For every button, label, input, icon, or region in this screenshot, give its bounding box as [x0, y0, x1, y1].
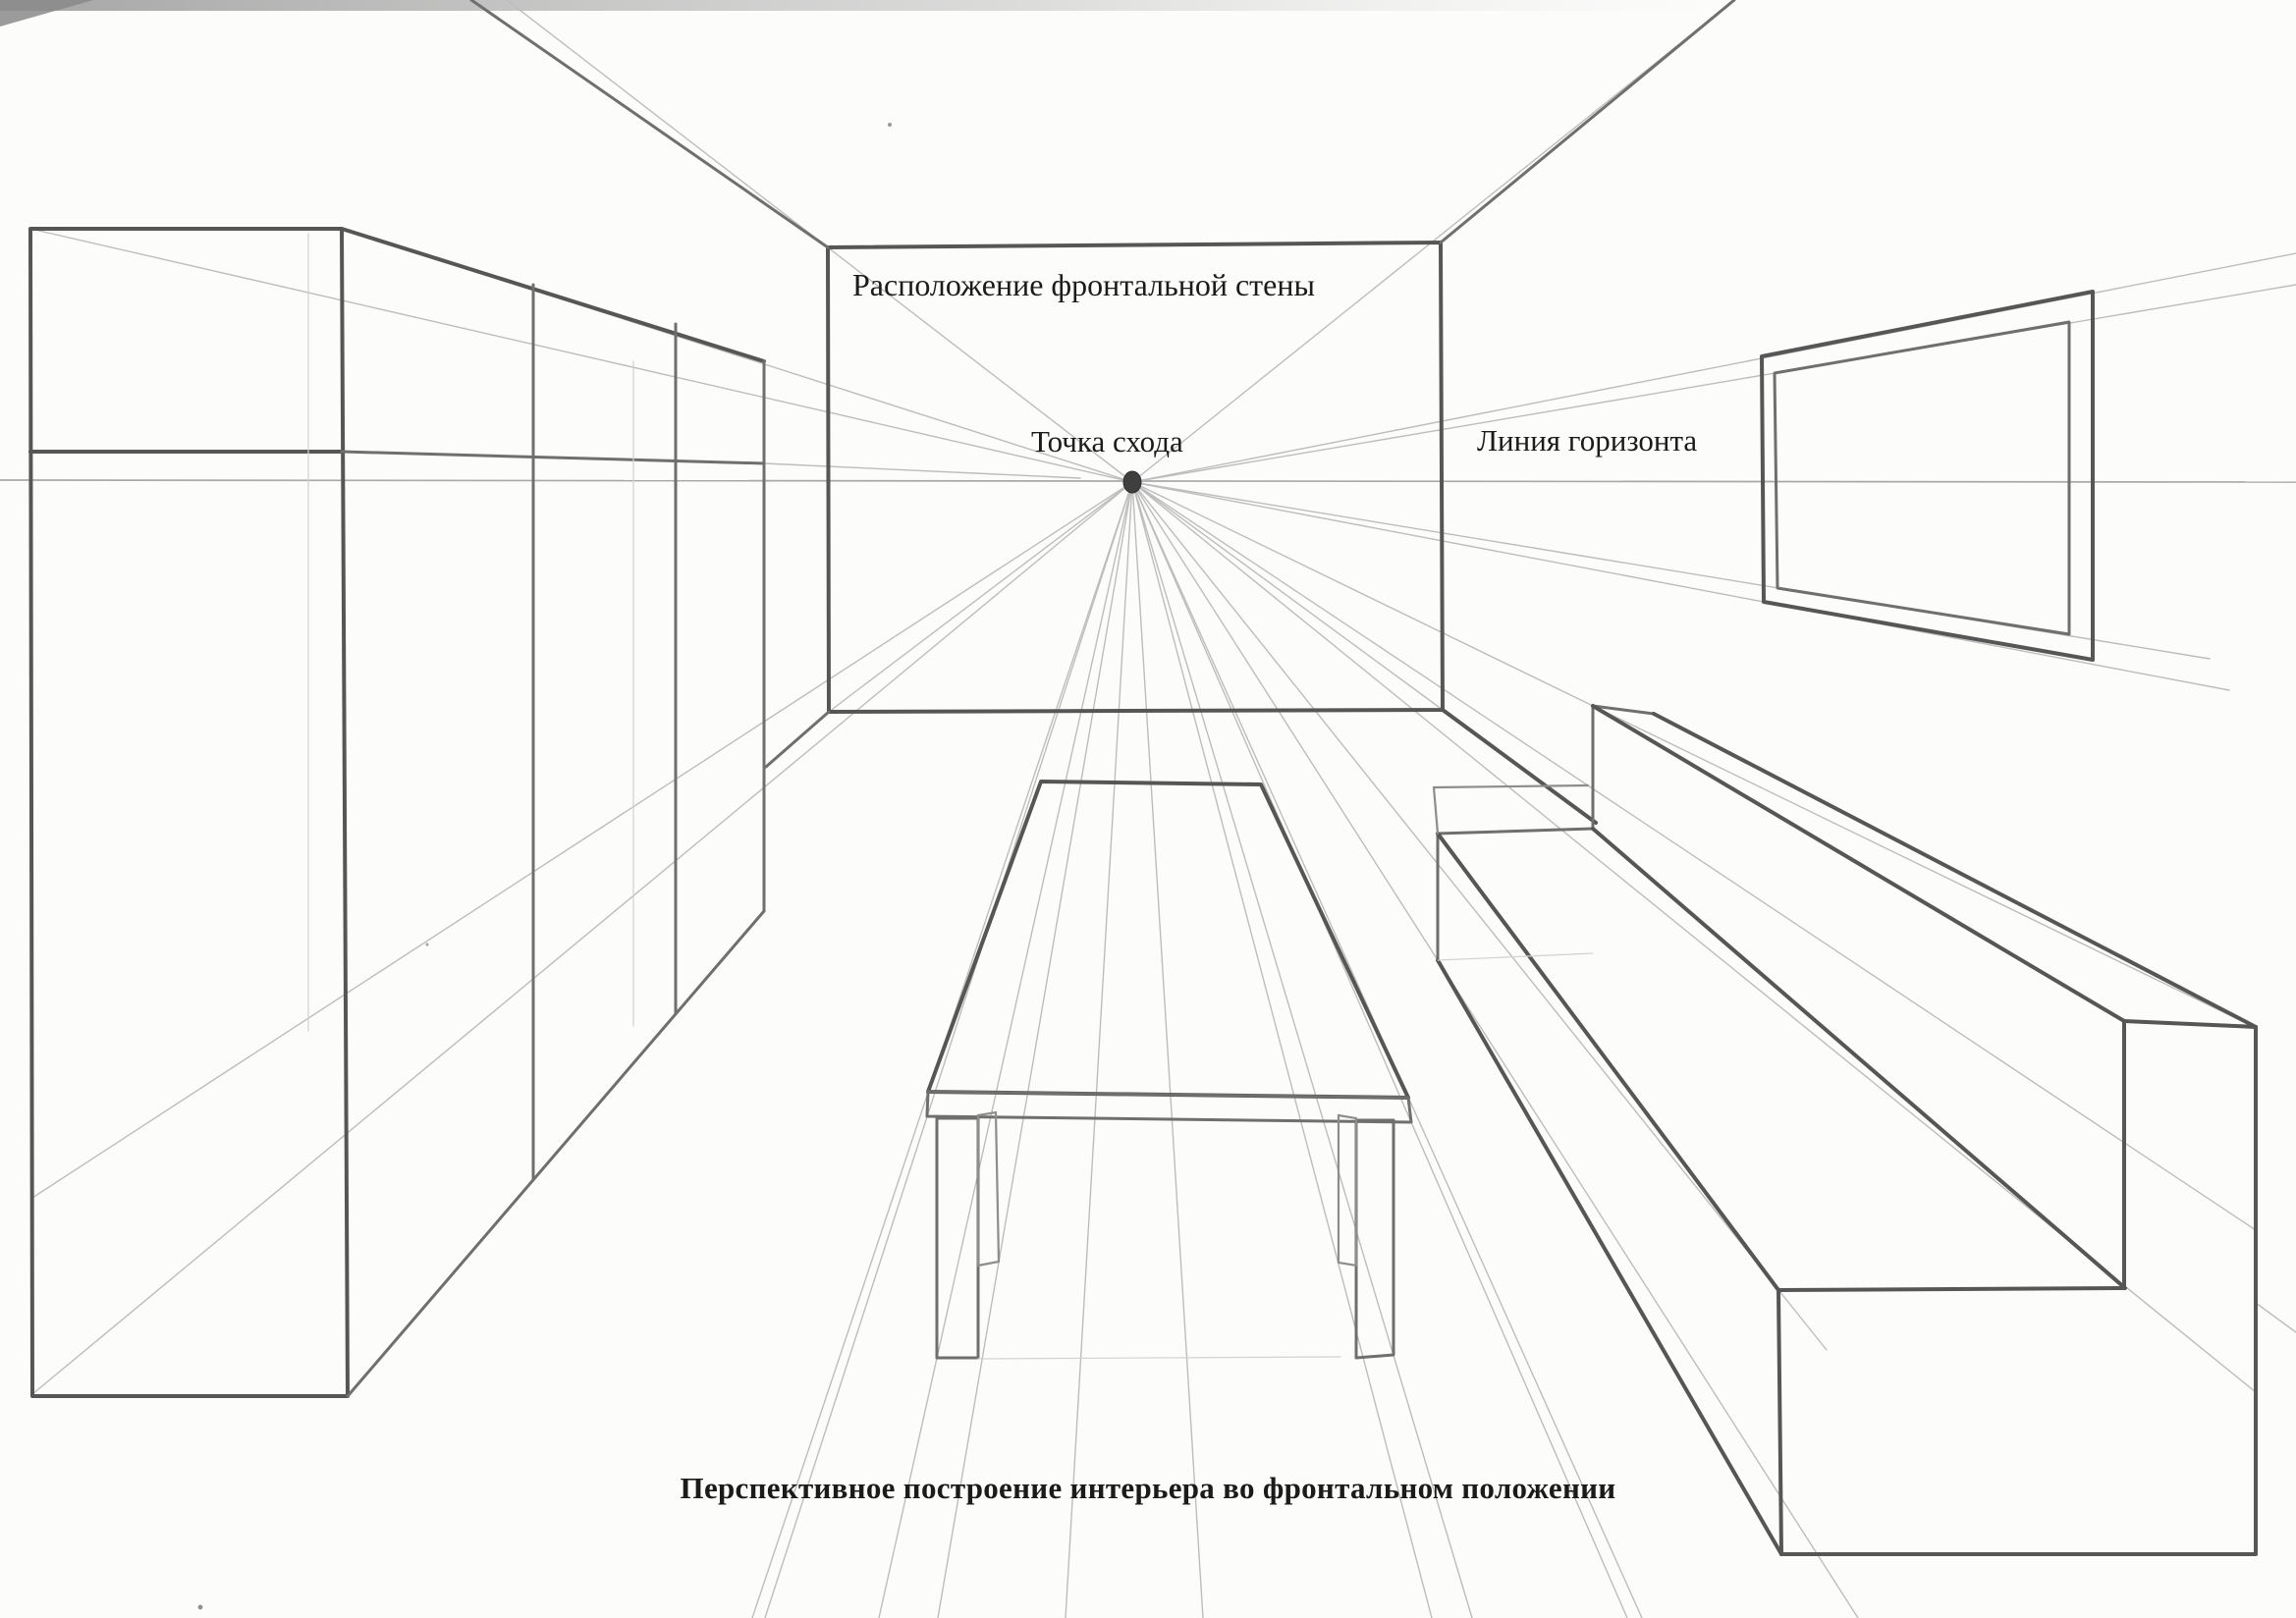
wardrobe [30, 229, 764, 1396]
table-floor-construction [978, 1357, 1340, 1359]
bench-far-bottom-edge [1438, 953, 1593, 960]
wardrobe-side-band [342, 452, 764, 463]
vanishing-point-label: Точка схода [1031, 424, 1183, 458]
paper-speck [198, 1605, 203, 1610]
vanishing-rays [30, 0, 2296, 1618]
paper-speck [425, 943, 428, 945]
picture-frame [1762, 292, 2093, 660]
bench-backrest-near-top-edge [2124, 1021, 2256, 1027]
floor-edge-right-far [2256, 1303, 2296, 1332]
table-leg-back-left [978, 1112, 999, 1266]
frontal-wall-label: Расположение фронтальной стены [852, 267, 1315, 302]
bench-seat-far-top-edge [1438, 829, 1593, 834]
ceiling-edge-left [471, 0, 828, 247]
bench-backrest-bottom-edge [1593, 829, 2125, 1288]
bench-seat-near-top-edge [1778, 1288, 2124, 1290]
wardrobe-side-bottom-edge [348, 911, 764, 1396]
floor-edge-left [766, 712, 829, 767]
vanishing-point-dot [1123, 471, 1141, 493]
paper-speck [888, 123, 892, 127]
scanner-top-shadow [0, 0, 2296, 11]
wardrobe-side-top-edge [342, 229, 764, 361]
horizon-line-label: Линия горизонта [1477, 423, 1698, 458]
table-leg-front-right [1356, 1120, 1394, 1358]
table-leg-back-right [1339, 1115, 1356, 1266]
floor-edge-right [1443, 710, 1596, 823]
bench-seat-top-front-edge [1438, 834, 1778, 1290]
table-leg-front-left [937, 1118, 978, 1358]
bench-seat-near-front-vertical [1778, 1290, 1781, 1554]
wardrobe-front-face [30, 229, 348, 1396]
bench-sofa [1434, 706, 2256, 1554]
bench-backrest-top-back-edge [1654, 714, 2256, 1027]
picture-frame-inner [1775, 322, 2069, 634]
figure-caption: Перспективное построение интерьера во фронтальном положении [680, 1471, 1616, 1505]
bench-seat-bottom-front-edge [1438, 960, 1781, 1554]
bench-construction-vertical [1434, 787, 1438, 834]
bench-construction-ledge [1434, 785, 1588, 787]
bench-backrest-top-front-edge [1593, 706, 2124, 1021]
ceiling-edge-right [1441, 0, 1734, 243]
